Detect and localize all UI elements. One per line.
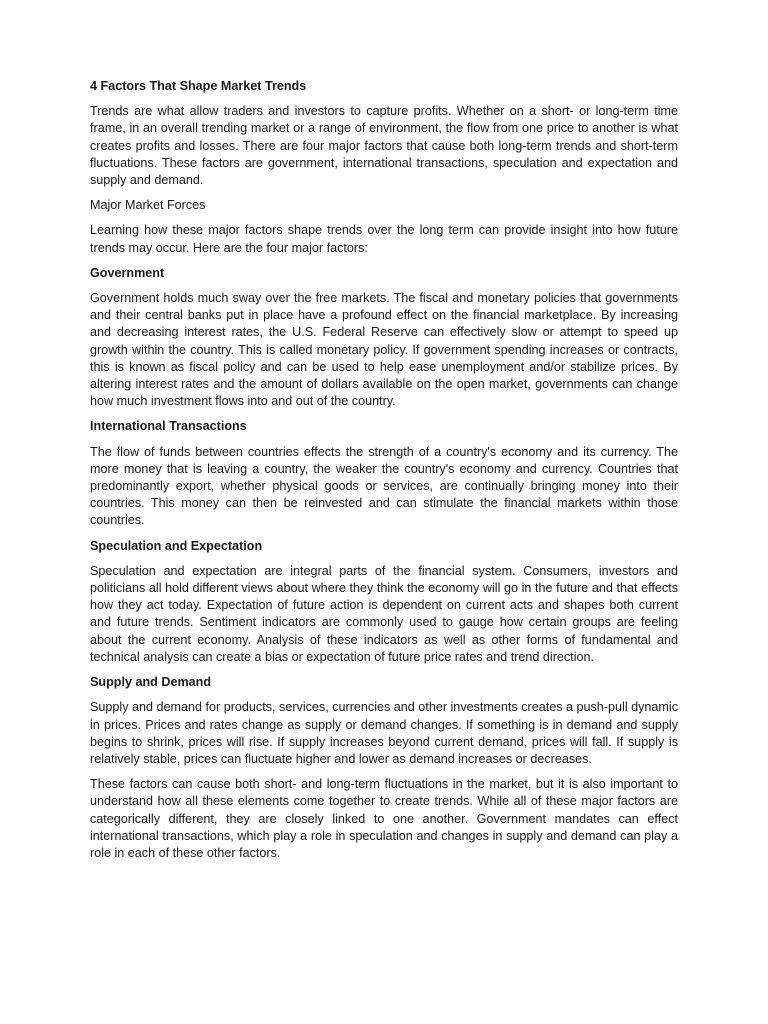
document-page (90, 78, 678, 870)
document-title: 4 Factors That Shape Market Trends (90, 79, 307, 93)
section-heading-government: Government (90, 265, 165, 280)
section-text-international-transactions: The flow of funds between countries effects the strength of a country's economy and its currency. The more money that is leaving a country, the weaker the country's economy and currency. Countries that predominantly export, whether physical goods or services, are continually bringing money into their countries. This money can then be reinvested and can stimulate the financial markets within those countries. (90, 444, 678, 528)
conclusion-paragraph: These factors can cause both short- and long-term fluctuations in the market, but it is also important to understand how all these elements come together to create trends. While all of these major factors are categorically different, they are closely linked to one another. Government mandates can effect international transactions, which play a role in speculation and changes in supply and demand can play a role in each of these other factors. (90, 777, 678, 860)
section-heading-speculation-expectation: Speculation and Expectation (90, 538, 263, 553)
section-text-government: Government holds much sway over the free markets. The fiscal and monetary policies that governments and their central banks put in place have a profound effect on the financial marketplace. By increasing and decreasing interest rates, the U.S. Federal Reserve can effectively slow or attempt to speed up growth within the country. This is called monetary policy. If government spending increases or contracts, this is known as fiscal policy and can be used to help ease unemployment and/or stabilize prices. By altering interest rates and the amount of dollars available on the open market, governments can change how much investment flows into and out of the country. (90, 291, 678, 409)
section-text-speculation-expectation: Speculation and expectation are integral parts of the financial system. Consumers, investors and politicians all hold different views about where they think the economy will go in the future and that effects how they act today. Expectation of future action is dependent on current acts and shapes both current and future trends. Sentiment indicators are commonly used to gauge how certain groups are feeling about the current economy. Analysis of these indicators as well as other forms of fundamental and technical analysis can create a bias or expectation of future price rates and trend direction. (90, 563, 678, 664)
section-text-supply-demand: Supply and demand for products, services, currencies and other investments creates a push-pull dynamic in prices. Prices and rates change as supply or demand changes. If something is in demand and supply begins to shrink, prices will rise. If supply increases beyond current demand, prices will fall. If supply is relatively stable, prices can fluctuate higher and lower as demand increases or decreases. (90, 700, 679, 766)
forces-heading: Major Market Forces (90, 198, 206, 213)
forces-paragraph: Learning how these major factors shape trends over the long term can provide insight into how future trends may occur. Here are the four major factors: (90, 223, 678, 255)
section-heading-international-transactions: International Transactions (90, 419, 247, 434)
section-heading-supply-demand: Supply and Demand (90, 675, 212, 690)
intro-paragraph: Trends are what allow traders and investors to capture profits. Whether on a short- or long-term time frame, in an overall trending market or a range of environment, the flow from one price to another is what creates profits and losses. There are four major factors that cause both long-term trends and short-term fluctuations. These factors are government, international transactions, speculation and expectation and supply and demand. (90, 104, 678, 188)
